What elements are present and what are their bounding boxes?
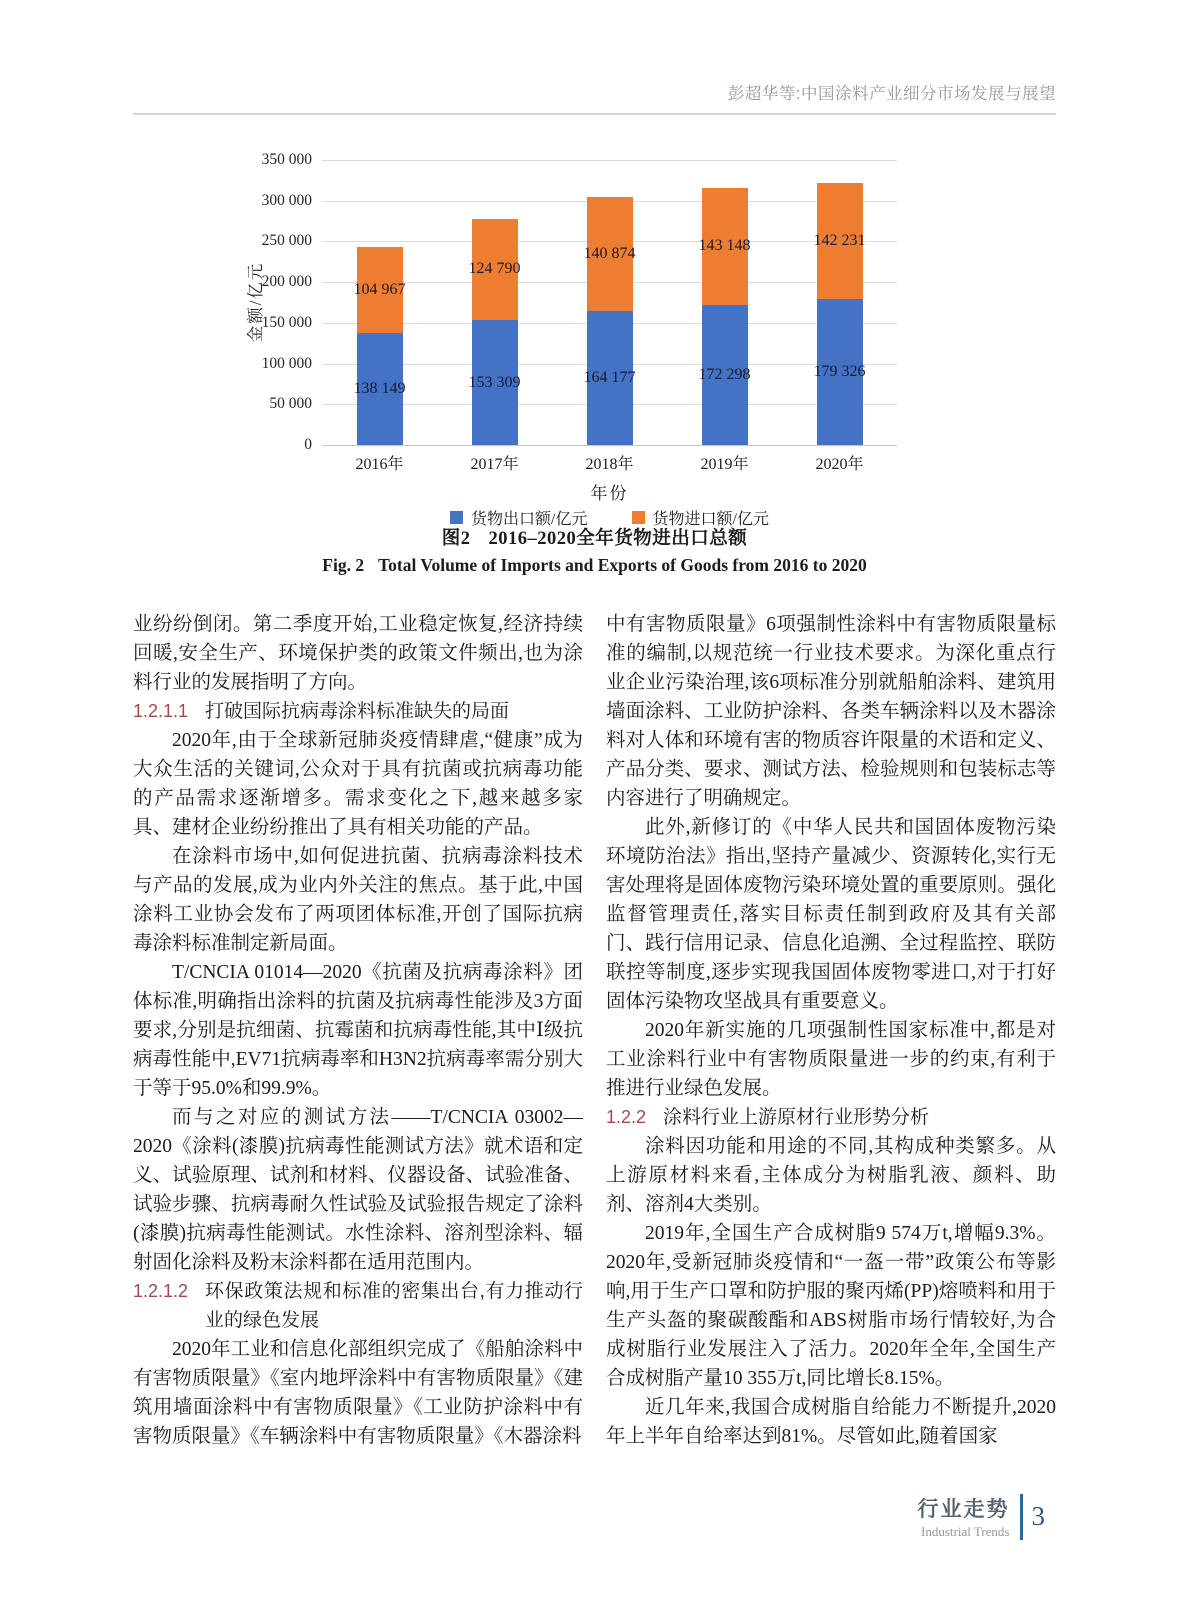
y-tick-label: 150 000 bbox=[261, 313, 312, 331]
paragraph: 在涂料市场中,如何促进抗菌、抗病毒涂料技术与产品的发展,成为业内外关注的焦点。基于此,中国涂料工业协会发布了两项团体标准,开创了国际抗病毒涂料标准制定新局面。 bbox=[133, 846, 583, 954]
section-number: 1.2.2 bbox=[606, 1107, 647, 1127]
x-tick-label: 2018年 bbox=[585, 456, 634, 473]
footer-section-cn: 行业走势 bbox=[917, 1498, 1010, 1521]
body-column-right bbox=[606, 610, 1056, 1451]
bar-data-label: 143 148 bbox=[698, 237, 751, 255]
chart-gridline bbox=[322, 160, 897, 161]
bar-segment bbox=[353, 333, 406, 445]
y-tick-label: 100 000 bbox=[261, 354, 312, 372]
bar-segment bbox=[353, 247, 406, 332]
bar-data-label: 172 298 bbox=[698, 365, 751, 383]
x-tick-label: 2019年 bbox=[700, 456, 749, 473]
figure-caption-en-label: Fig. 2 bbox=[322, 555, 365, 575]
bar-data-label: 153 309 bbox=[468, 373, 521, 391]
figure-2-chart bbox=[240, 148, 940, 533]
footer-section-en: Industrial Trends bbox=[921, 1524, 1010, 1539]
paragraph: 2020年新实施的几项强制性国家标准中,都是对工业涂料行业中有害物质限量进一步的约束,有利于推进行业绿色发展。 bbox=[606, 1020, 1056, 1099]
paragraph: 而与之对应的测试方法——T/CNCIA 03002—2020《涂料(漆膜)抗病毒性能测试方法》就术语和定义、试验原理、试剂和材料、仪器设备、试验准备、试验步骤、抗病毒耐久性试验及试验报告规定了涂料(漆膜)抗病毒性能测试。水性涂料、溶剂型涂料、辐射固化涂料及粉末涂料都在适用范围内。 bbox=[133, 1107, 583, 1273]
x-tick-label: 2017年 bbox=[470, 456, 519, 473]
bar-data-label: 179 326 bbox=[813, 362, 866, 380]
y-tick-label: 200 000 bbox=[261, 273, 312, 291]
section-title: 环保政策法规和标准的密集出台,有力推动行业的绿色发展 bbox=[205, 1281, 583, 1331]
section-heading bbox=[606, 1103, 1056, 1132]
bar-segment bbox=[468, 219, 521, 321]
figure-caption-cn-text: 2016–2020全年货物进出口总额 bbox=[488, 529, 748, 549]
section-title: 涂料行业上游原材行业形势分析 bbox=[663, 1107, 930, 1128]
section-heading bbox=[133, 697, 583, 726]
paragraph: 中有害物质限量》6项强制性涂料中有害物质限量标准的编制,以规范统一行业技术要求。为深化重点行业企业污染治理,该6项标准分别就船舶涂料、建筑用墙面涂料、工业防护涂料、各类车辆涂料以及木器涂料对人体和环境有害的物质容许限量的术语和定义、产品分类、要求、测试方法、检验规则和包装标志等内容进行了明确规定。 bbox=[606, 614, 1056, 809]
y-tick-label: 50 000 bbox=[269, 395, 312, 413]
x-tick-label: 2020年 bbox=[815, 456, 864, 473]
page-number: 3 bbox=[1031, 1501, 1045, 1531]
paragraph: 涂料因功能和用途的不同,其构成种类繁多。从上游原材料来看,主体成分为树脂乳液、颜料、助剂、溶剂4大类别。 bbox=[606, 1136, 1056, 1215]
footer-divider bbox=[1020, 1494, 1023, 1540]
paragraph: 2020年,由于全球新冠肺炎疫情肆虐,“健康”成为大众生活的关键词,公众对于具有抗菌或抗病毒功能的产品需求逐渐增多。需求变化之下,越来越多家具、建材企业纷纷推出了具有相关功能的产品。 bbox=[133, 730, 583, 838]
bar-data-label: 164 177 bbox=[583, 369, 636, 387]
y-tick-label: 0 bbox=[304, 436, 312, 453]
bar-data-label: 140 874 bbox=[583, 244, 636, 262]
legend-label: 货物出口额/亿元 bbox=[471, 511, 588, 528]
section-number: 1.2.1.1 bbox=[133, 701, 189, 721]
body-column-left bbox=[133, 610, 583, 1451]
figure-caption-en bbox=[133, 555, 1056, 576]
y-tick-label: 350 000 bbox=[261, 151, 312, 168]
article-body bbox=[133, 610, 1056, 1451]
bar-data-label: 104 967 bbox=[353, 280, 406, 298]
figure-caption-cn-label: 图2 bbox=[441, 529, 471, 549]
bar-segment bbox=[698, 188, 751, 305]
chart-x-axis-title: 年份 bbox=[590, 484, 629, 503]
footer-section-name bbox=[918, 1493, 1010, 1540]
section-title: 打破国际抗病毒涂料标准缺失的局面 bbox=[205, 701, 510, 722]
x-tick-label: 2016年 bbox=[355, 456, 404, 473]
paragraph: 2020年工业和信息化部组织完成了《船舶涂料中有害物质限量》《室内地坪涂料中有害物质限量》《建筑用墙面涂料中有害物质限量》《工业防护涂料中有害物质限量》《车辆涂料中有害物质限量》《木器涂料 bbox=[133, 1339, 583, 1447]
figure-caption-cn bbox=[133, 524, 1056, 550]
bar-data-label: 124 790 bbox=[468, 260, 521, 278]
page-footer bbox=[918, 1493, 1046, 1540]
legend-swatch bbox=[632, 511, 645, 524]
figure-caption-en-text: Total Volume of Imports and Exports of Goods from 2016 to 2020 bbox=[378, 555, 867, 575]
figure-caption bbox=[133, 524, 1056, 576]
paragraph: 业纷纷倒闭。第二季度开始,工业稳定恢复,经济持续回暖,安全生产、环境保护类的政策文件频出,也为涂料行业的发展指明了方向。 bbox=[133, 614, 583, 693]
bar-data-label: 142 231 bbox=[813, 232, 866, 250]
paragraph: 此外,新修订的《中华人民共和国固体废物污染环境防治法》指出,坚持产量减少、资源转化,实行无害处理将是固体废物污染环境处置的重要原则。强化监督管理责任,落实目标责任制到政府及其有关部门、践行信用记录、信息化追溯、全过程监控、联防联控等制度,逐步实现我国固体废物零进口,对于打好固体污染物攻坚战具有重要意义。 bbox=[606, 817, 1056, 1012]
y-tick-label: 250 000 bbox=[261, 232, 312, 250]
bar-data-label: 138 149 bbox=[353, 379, 406, 397]
bar-segment bbox=[468, 320, 521, 445]
y-tick-label: 300 000 bbox=[261, 191, 312, 209]
paragraph: T/CNCIA 01014—2020《抗菌及抗病毒涂料》团体标准,明确指出涂料的抗菌及抗病毒性能涉及3方面要求,分别是抗细菌、抗霉菌和抗病毒性能,其中Ⅰ级抗病毒性能中,EV71抗病毒率和H3N2抗病毒率需分别大于等于95.0%和99.9%。 bbox=[133, 962, 583, 1099]
chart-plot-area bbox=[322, 160, 897, 446]
bar-segment bbox=[698, 305, 751, 445]
section-number: 1.2.1.2 bbox=[133, 1281, 189, 1301]
bar-segment bbox=[583, 197, 636, 312]
paragraph: 2019年,全国生产合成树脂9 574万t,增幅9.3%。2020年,受新冠肺炎疫情和“一盔一带”政策公布等影响,用于生产口罩和防护服的聚丙烯(PP)熔喷料和用于生产头盔的聚碳酸酯和ABS树脂市场行情较好,为合成树脂行业发展注入了活力。2020年全年,全国生产合成树脂产量10 355万t,同比增长8.15%。 bbox=[606, 1223, 1056, 1389]
legend-swatch bbox=[450, 511, 463, 524]
legend-label: 货物进口额/亿元 bbox=[652, 511, 769, 528]
bar-segment bbox=[583, 311, 636, 445]
section-heading bbox=[133, 1277, 583, 1335]
chart-y-axis-title: 金额/亿元 bbox=[246, 261, 265, 343]
bar-segment bbox=[813, 183, 866, 299]
page-header-running-title: 彭超华等:中国涂料产业细分市场发展与展望 bbox=[133, 80, 1056, 115]
paragraph: 近几年来,我国合成树脂自给能力不断提升,2020年上半年自给率达到81%。尽管如此,随着国家 bbox=[606, 1397, 1056, 1447]
bar-segment bbox=[813, 299, 866, 445]
